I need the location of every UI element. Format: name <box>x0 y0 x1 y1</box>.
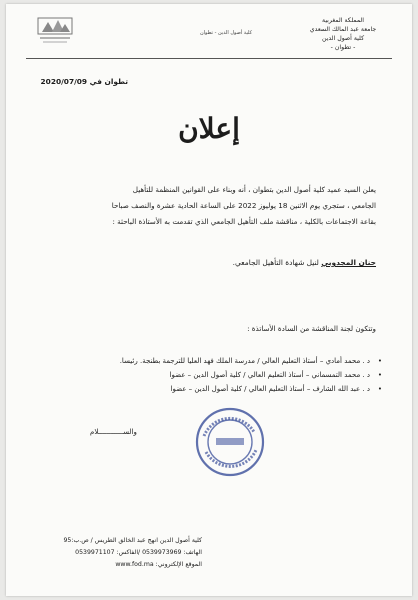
header-line: - تطوان - <box>330 44 356 51</box>
footer-line: الهاتف: 0539973969 /الفاكس: 0539971107 <box>75 549 202 556</box>
document-title: إعلان <box>178 112 240 145</box>
committee-member: • د . عبد الله الشارف – أستاذ التعليم العالي / كلية أصول الدين – عضوا <box>42 382 382 396</box>
body-line: الجامعي ، ستجري يوم الاثنين 18 يوليوز 2022 على الساعة الحادية عشرة والنصف صباحا <box>111 201 376 210</box>
footer-line: كلية أصول الدين انهج عبد الخالق الطريس / ص.ب:95 <box>63 537 202 544</box>
footer-contact <box>63 535 202 571</box>
document-date: تطوان في 2020/07/09 <box>40 77 128 86</box>
committee-member: • د . محمد التمسماني – أستاذ التعليم العالي / كلية أصول الدين – عضوا <box>42 368 382 382</box>
header-institution-block <box>288 16 398 52</box>
closing-salutation: والســــــــــــلام <box>90 428 137 436</box>
header-line: كلية أصول الدين <box>321 35 365 42</box>
committee-member: • د . محمد أمادي – أستاذ التعليم العالي / مدرسة الملك فهد العليا للترجمة بطنجة. رئيسا. <box>42 354 382 368</box>
candidate-line <box>233 258 376 267</box>
announcement-paragraph <box>46 182 376 230</box>
candidate-name: حنان المجدوبي <box>321 258 376 267</box>
university-logo <box>34 14 76 48</box>
body-line: يعلن السيد عميد كلية أصول الدين بتطوان ، أنه وبناء على القوانين المنظمة للتأهيل <box>132 185 376 194</box>
footer-line: الموقع الإلكتروني: www.fod.ma <box>115 561 202 568</box>
header-line: جامعة عبد المالك السعدي <box>309 26 377 33</box>
committee-list <box>42 354 382 396</box>
candidate-purpose: لنيل شهادة التأهيل الجامعي. <box>232 258 322 267</box>
header-faculty-line: كلية أصول الدين - تطوان <box>199 30 253 36</box>
committee-intro: وتتكون لجنة المناقشة من السادة الأساتذة : <box>247 324 376 333</box>
body-line: بقاعة الاجتماعات بالكلية ، مناقشة ملف التأهيل الجامعي الذي تقدمت به الأستاذة الباحثة : <box>112 217 376 226</box>
header-divider <box>26 58 392 59</box>
document-page <box>6 4 412 596</box>
official-stamp <box>194 406 266 478</box>
header-line: المملكة المغربية <box>322 17 364 24</box>
